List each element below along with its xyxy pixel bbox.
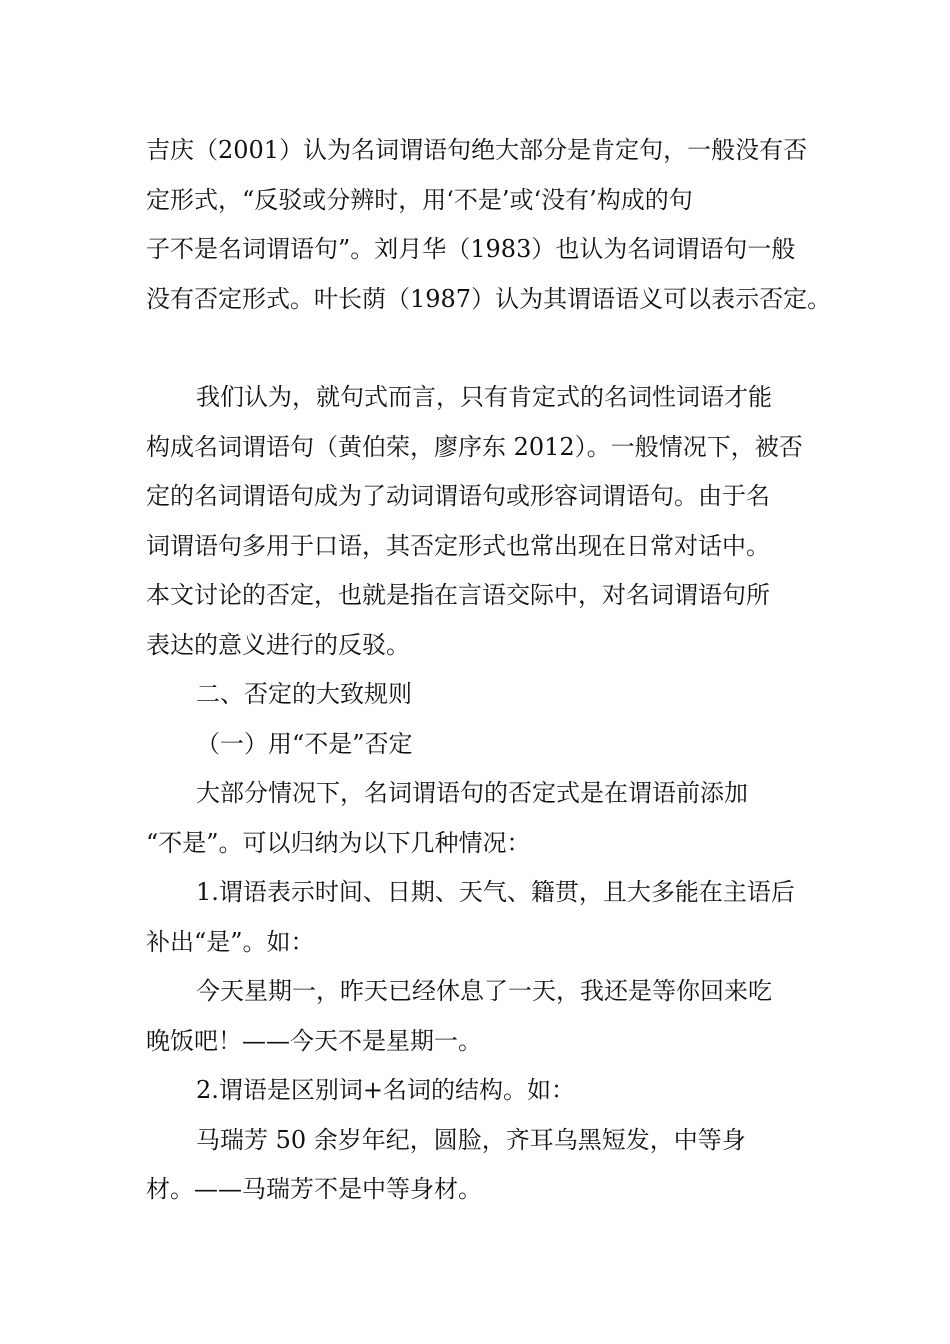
- text-line: 我们认为，就句式而言，只有肯定式的名词性词语才能: [196, 383, 772, 411]
- text-line: 马瑞芳 50 余岁年纪，圆脸，齐耳乌黑短发，中等身: [196, 1125, 746, 1154]
- text-line: “不是”。可以归纳为以下几种情况：: [146, 828, 531, 857]
- text-line: 构成名词谓语句（黄伯荣，廖序东 2012）。一般情况下，被否: [146, 432, 803, 461]
- text-line: 2.谓语是区别词+名词的结构。如：: [196, 1076, 576, 1104]
- text-line: 表达的意义进行的反驳。: [146, 630, 410, 659]
- text-line: 1.谓语表示时间、日期、天气、籍贯，且大多能在主语后: [196, 878, 795, 906]
- text-line: （一）用“不是”否定: [196, 729, 413, 758]
- text-line: 大部分情况下，名词谓语句的否定式是在谓语前添加: [196, 779, 748, 807]
- text-line: 二、否定的大致规则: [196, 680, 412, 708]
- text-line: 子不是名词谓语句”。刘月华（1983）也认为名词谓语句一般: [146, 235, 796, 263]
- text-line: 定的名词谓语句成为了动词谓语句或形容词谓语句。由于名: [146, 482, 770, 510]
- text-line: 本文讨论的否定，也就是指在言语交际中，对名词谓语句所: [146, 581, 770, 609]
- text-line: 词谓语句多用于口语，其否定形式也常出现在日常对话中。: [146, 531, 770, 560]
- text-line: 没有否定形式。叶长荫（1987）认为其谓语语义可以表示否定。: [146, 284, 832, 313]
- paragraph-body: [146, 373, 816, 1215]
- text-line: 补出“是”。如：: [146, 927, 315, 956]
- text-line: 定形式，“反驳或分辨时，用‘不是’或‘没有’构成的句: [146, 185, 693, 214]
- paragraph-intro: [146, 126, 832, 324]
- text-line: 材。——马瑞芳不是中等身材。: [146, 1175, 482, 1203]
- text-line: 今天星期一，昨天已经休息了一天，我还是等你回来吃: [196, 977, 772, 1005]
- text-line: 晚饭吧！——今天不是星期一。: [146, 1026, 482, 1055]
- text-line: 吉庆（2001）认为名词谓语句绝大部分是肯定句，一般没有否: [146, 136, 808, 164]
